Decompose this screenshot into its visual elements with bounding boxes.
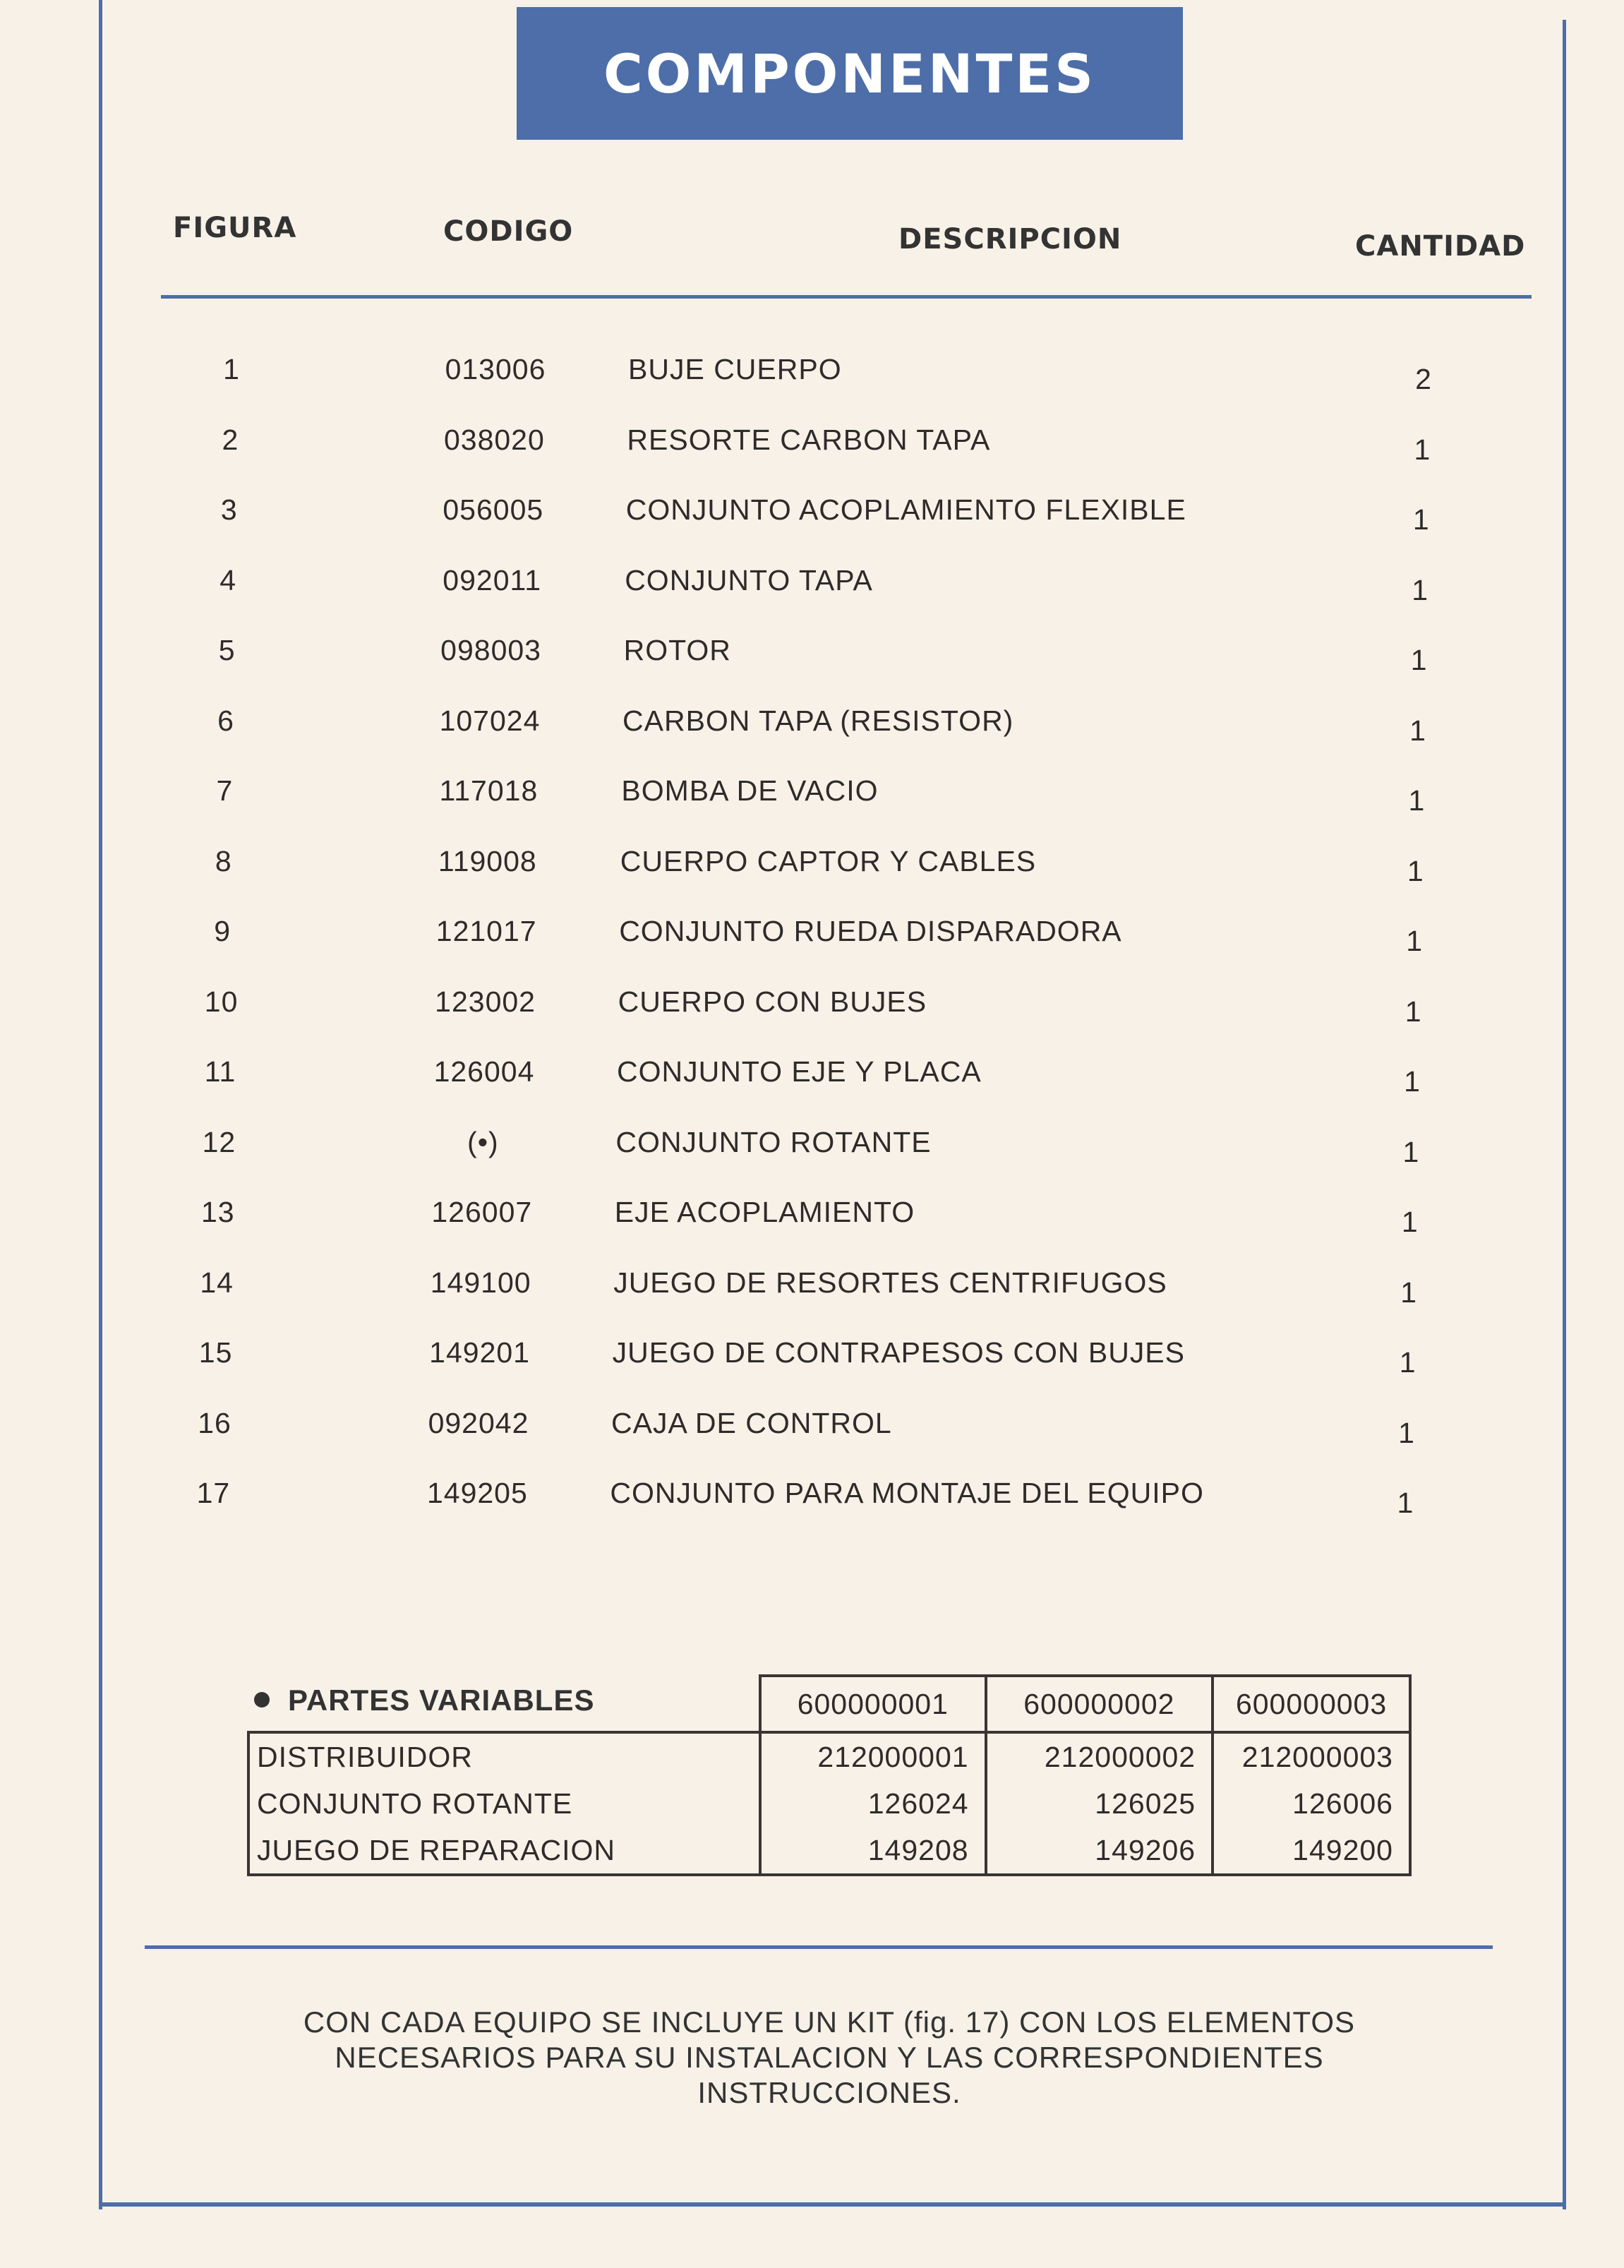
- row-codigo: 149205: [426, 1477, 528, 1509]
- row-label: CONJUNTO ROTANTE: [248, 1780, 760, 1827]
- row-cantidad: 1: [1410, 644, 1428, 676]
- row-cantidad: 1: [1407, 854, 1424, 887]
- row-descripcion: CARBON TAPA (RESISTOR): [622, 704, 1014, 737]
- row-codigo: 149201: [429, 1336, 530, 1369]
- cell-value: 126006: [1213, 1780, 1410, 1827]
- partes-variables-label: PARTES VARIABLES: [288, 1684, 595, 1717]
- component-row: [0, 1196, 1624, 1238]
- row-label: DISTRIBUIDOR: [248, 1732, 760, 1780]
- row-figura: 3: [220, 493, 238, 526]
- row-descripcion: BOMBA DE VACIO: [621, 774, 879, 807]
- partes-variables-table: [247, 1674, 1412, 1876]
- row-figura: 4: [219, 563, 237, 596]
- row-cantidad: 1: [1412, 503, 1430, 536]
- row-codigo: 107024: [439, 704, 541, 737]
- row-figura: 9: [214, 915, 231, 947]
- column-header: 600000001: [760, 1676, 986, 1732]
- page-title: COMPONENTES: [603, 42, 1096, 105]
- row-figura: 8: [215, 844, 232, 877]
- header-cantidad: CANTIDAD: [1355, 230, 1526, 263]
- row-descripcion: CONJUNTO ACOPLAMIENTO FLEXIBLE: [625, 493, 1186, 526]
- row-codigo: 056005: [443, 493, 544, 526]
- row-figura: 10: [204, 985, 239, 1018]
- component-row: [0, 424, 1624, 466]
- row-cantidad: 1: [1412, 573, 1429, 606]
- row-descripcion: CONJUNTO ROTANTE: [615, 1125, 932, 1158]
- footnote-line: INSTRUCCIONES.: [697, 2076, 961, 2109]
- footnote-line: CON CADA EQUIPO SE INCLUYE UN KIT (fig. 17) CON LOS ELEMENTOS: [303, 2005, 1356, 2039]
- row-cantidad: 1: [1401, 1206, 1419, 1238]
- row-figura: 6: [217, 704, 234, 737]
- page-frame-bottom: [99, 2202, 1566, 2207]
- table-row: [248, 1780, 1410, 1827]
- row-figura: 12: [202, 1125, 236, 1158]
- header-codigo: CODIGO: [443, 215, 574, 248]
- row-codigo: 121017: [435, 915, 537, 947]
- row-codigo: 013006: [445, 353, 546, 385]
- component-row: [0, 564, 1624, 606]
- row-descripcion: RESORTE CARBON TAPA: [627, 423, 991, 456]
- row-cantidad: 1: [1406, 925, 1424, 957]
- cell-value: 212000003: [1213, 1732, 1410, 1780]
- row-descripcion: BUJE CUERPO: [628, 353, 842, 385]
- row-codigo: 126007: [431, 1196, 533, 1228]
- row-codigo: (•): [467, 1125, 499, 1158]
- component-row: [0, 634, 1624, 676]
- row-descripcion: CONJUNTO EJE Y PLACA: [617, 1055, 982, 1088]
- row-cantidad: 1: [1404, 1065, 1421, 1098]
- row-cantidad: 1: [1398, 1416, 1415, 1449]
- row-codigo: 098003: [440, 634, 541, 666]
- column-header: 600000002: [986, 1676, 1213, 1732]
- header-figura: FIGURA: [173, 212, 297, 244]
- row-cantidad: 1: [1405, 995, 1422, 1028]
- cell-value: 149208: [760, 1827, 986, 1875]
- row-descripcion: CAJA DE CONTROL: [611, 1406, 892, 1439]
- component-row: [0, 915, 1624, 957]
- column-header: 600000003: [1213, 1676, 1410, 1732]
- component-row: [0, 845, 1624, 887]
- footer-divider: [145, 1945, 1493, 1949]
- row-descripcion: CUERPO CON BUJES: [618, 985, 927, 1018]
- row-codigo: 092011: [443, 563, 542, 596]
- row-codigo: 126004: [433, 1055, 535, 1088]
- row-cantidad: 1: [1402, 1135, 1420, 1168]
- row-cantidad: 1: [1400, 1276, 1418, 1309]
- header-descripcion: DESCRIPCION: [898, 223, 1122, 256]
- row-figura: 7: [216, 774, 234, 807]
- row-descripcion: CONJUNTO PARA MONTAJE DEL EQUIPO: [610, 1477, 1204, 1509]
- row-cantidad: 1: [1399, 1346, 1417, 1379]
- row-descripcion: CONJUNTO TAPA: [625, 563, 873, 596]
- row-codigo: 149100: [430, 1266, 531, 1299]
- row-codigo: 117018: [439, 774, 539, 807]
- row-figura: 2: [222, 423, 239, 456]
- row-figura: 11: [204, 1055, 236, 1088]
- cell-value: 126024: [760, 1780, 986, 1827]
- row-descripcion: JUEGO DE CONTRAPESOS CON BUJES: [612, 1336, 1185, 1369]
- cell-value: 212000002: [986, 1732, 1213, 1780]
- component-row: [0, 1126, 1624, 1168]
- row-figura: 16: [198, 1406, 231, 1439]
- row-figura: 15: [198, 1336, 233, 1369]
- component-row: [0, 1477, 1624, 1519]
- component-row: [0, 1266, 1624, 1309]
- component-row: [0, 774, 1624, 817]
- row-figura: 17: [196, 1477, 231, 1509]
- footnote: [212, 2005, 1447, 2111]
- component-row: [0, 985, 1624, 1028]
- footnote-line: NECESARIOS PARA SU INSTALACION Y LAS CORRESPONDIENTES: [335, 2041, 1324, 2074]
- row-descripcion: JUEGO DE RESORTES CENTRIFUGOS: [613, 1266, 1167, 1299]
- row-cantidad: 2: [1415, 363, 1432, 395]
- row-cantidad: 1: [1409, 714, 1426, 747]
- header-divider: [161, 295, 1532, 299]
- row-cantidad: 1: [1414, 433, 1431, 466]
- title-banner: [517, 7, 1183, 140]
- component-row: [0, 1055, 1624, 1098]
- row-figura: 13: [200, 1196, 235, 1228]
- component-row: [0, 1336, 1624, 1379]
- table-row: [248, 1732, 1410, 1780]
- cell-value: 212000001: [760, 1732, 986, 1780]
- page-frame-right: [1563, 20, 1566, 2209]
- page-frame-left: [99, 0, 102, 2209]
- row-figura: 5: [218, 634, 236, 666]
- component-row: [0, 1407, 1624, 1449]
- row-cantidad: 1: [1397, 1487, 1414, 1519]
- row-descripcion: CUERPO CAPTOR Y CABLES: [620, 844, 1037, 877]
- row-codigo: 092042: [428, 1406, 529, 1439]
- row-cantidad: 1: [1408, 784, 1426, 817]
- table-row: [248, 1827, 1410, 1875]
- row-descripcion: ROTOR: [623, 634, 731, 666]
- row-descripcion: EJE ACOPLAMIENTO: [614, 1196, 915, 1228]
- cell-value: 126025: [986, 1780, 1213, 1827]
- cell-value: 149206: [986, 1827, 1213, 1875]
- row-codigo: 119008: [438, 844, 537, 877]
- table-header-row: [248, 1676, 1410, 1732]
- row-codigo: 123002: [435, 985, 536, 1018]
- component-row: [0, 493, 1624, 536]
- row-descripcion: CONJUNTO RUEDA DISPARADORA: [619, 915, 1122, 947]
- component-row: [0, 353, 1624, 395]
- row-codigo: 038020: [443, 423, 545, 456]
- row-figura: 14: [200, 1266, 234, 1299]
- table-corner: [248, 1676, 760, 1732]
- component-row: [0, 704, 1624, 747]
- row-label: JUEGO DE REPARACION: [248, 1827, 760, 1875]
- row-figura: 1: [223, 353, 240, 385]
- cell-value: 149200: [1213, 1827, 1410, 1875]
